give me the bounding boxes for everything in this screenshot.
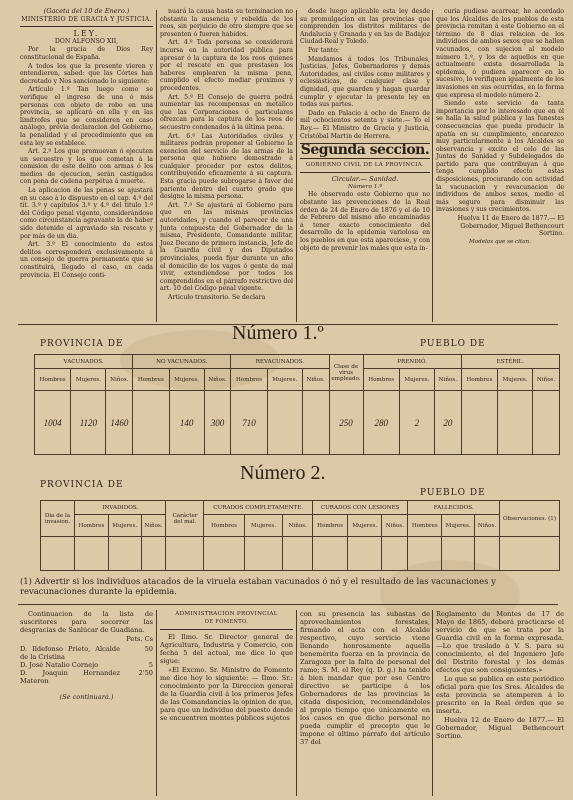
subscriber-name: D. José Natalio Cornejo [20, 661, 99, 669]
model2-number: Número 2. [240, 462, 326, 484]
paragraph: Art. 4.º Toda persona se considerará incursa en la autoridad pública para apresar ó la captura de los reos quienes por el rescate en que prestasen los haberes emplearen la misma pena, cumplido el efecto mediar proximos y procedentes. [160, 39, 293, 92]
cell-value: 20 [434, 391, 461, 455]
group-curados: CURADOS COMPLETAMENTE. [204, 501, 312, 515]
subheader: Hombres [363, 369, 399, 391]
cell-value: 1460 [106, 391, 133, 455]
empty-cell [408, 537, 442, 571]
empty-cell [75, 537, 109, 571]
gobierno-heading: GOBIERNO CIVIL DE LA PROVINCIA. [305, 161, 425, 168]
paragraph: A todos los que la presente vieren y entendieren, sabed: que las Córtes han decretado y Nos sancionado lo siguiente: [20, 62, 153, 85]
paragraph: Por la gracia de Dios Rey constitucional de España. [20, 46, 153, 61]
king-name: DON ALFONSO XII, [54, 37, 119, 45]
subscriber-amount: 50 [144, 645, 153, 653]
subscriber-row [20, 661, 153, 669]
subheader: Hombres [408, 515, 442, 537]
cell-value [302, 391, 329, 455]
divider [20, 26, 153, 27]
group-fallecidos: FALLECIDOS. [408, 501, 500, 515]
ministry-heading: MINISTERIO DE GRACIA Y JUSTICIA. [21, 15, 152, 23]
column-divider [156, 10, 157, 322]
paragraph: Art. 5.º El Consejo de guerra podrá aumentar las recompensas en metálico que las Corporaciones ó particulares ofrezcan para la captura de los reos de secuestro condenados á la última pena. [160, 93, 293, 131]
bottom-column-2 [160, 610, 293, 723]
subheader: Niños. [434, 369, 461, 391]
empty-cell [244, 537, 283, 571]
subheader: Niños. [533, 369, 560, 391]
subheader: Niños. [204, 369, 231, 391]
subheader: Niños. [106, 369, 133, 391]
cell-value: 2 [399, 391, 434, 455]
group-lesiones: CURADOS CON LESIONES [312, 501, 407, 515]
model1-number: Número 1.º [232, 322, 324, 344]
empty-cell [41, 537, 75, 571]
subheader: Niños. [283, 515, 313, 537]
cell-value [461, 391, 497, 455]
subheader: Mujeres. [108, 515, 141, 537]
paragraph: Art. 3.º El conocimiento de estos delitos corresponderá exclusivamente á un consejo de guerra permanente que se constituirá, llegado el caso, en cada provincia. El Consejo conti- [20, 241, 153, 279]
signature: Huelva 11 de Enero de 1877.— El Gobernador, Miguel Bethencourt Sortino. [457, 215, 564, 238]
ley-heading: LEY. [73, 29, 100, 39]
cell-value: 1004 [35, 391, 71, 455]
model1-provincia: PROVINCIA DE [40, 339, 124, 349]
observaciones: Observaciones. (1) [500, 501, 560, 537]
cell-value: 250 [329, 391, 363, 455]
paragraph: «El Excmo. Sr. Ministro de Fomento me dice hoy lo siguiente: — Ilmo. Sr.: conocimiento por la Direccion general de la Guardia civil á los primeros Jefes de las Comandancias la opinion de que, para que un individuo del puesto donde se encuentren montes públicos sujetos [160, 666, 293, 722]
bottom-column-3 [300, 610, 430, 747]
pesetas-header: Pets. Cs [126, 635, 153, 643]
subscriber-row [20, 645, 153, 661]
circular-heading: Circular.— Sanidad. [331, 175, 399, 184]
subheader: Mujeres. [348, 515, 382, 537]
footnote: (1) Advertir si los individuos atacados de la viruela estaban vacunados ó nó y el resultado de las vacunaciones y revacunaciones durante la epidemia. [20, 576, 496, 596]
cell-value [533, 391, 560, 455]
column-divider [156, 610, 157, 796]
subheader: Hombres [35, 369, 71, 391]
empty-cell [442, 537, 475, 571]
bottom-column-4 [436, 610, 564, 741]
column-divider [432, 610, 433, 796]
subheader: Mujeres. [267, 369, 302, 391]
subheader: Mujeres. [498, 369, 533, 391]
empty-cell [348, 537, 382, 571]
dia-invasion: Dia de la invasion. [41, 501, 75, 537]
paragraph: Lo que se publica en este periódico oficial para que los Sres. Alcaldes de esta provincia se atemperen á lo prescrito en la Real órden que se inserta. [436, 675, 564, 715]
cell-value [133, 391, 169, 455]
subheader: Hombres [204, 515, 244, 537]
empty-cell [382, 537, 408, 571]
models-caption: Modelos que se citan. [469, 238, 531, 245]
column-3 [300, 8, 430, 253]
paragraph: Art. 6.º Las Autoridades civiles y militares podrán proponer al Gobierno la exencion del servicio de las armas de la persona que hubiere demostrado á cualquier proceder por estos delitos, contribuyendo eficazmente á su captura. Esta gracia puede subrogarse á favor del pariente dentro del cuarto grado que designe la misma persona. [160, 132, 293, 201]
empty-cell [141, 537, 166, 571]
subscriber-row [20, 669, 153, 685]
model2-provincia: PROVINCIA DE [40, 480, 124, 490]
empty-cell [474, 537, 499, 571]
paragraph: Dado en Palacio á ocho de Enero de mil ochocientos setenta y siete.— Yo el Rey.— El Ministro de Gracia y Justicia, Cristóbal Martin de Herrera. [300, 109, 430, 140]
subscriber-amount: 2'50 [138, 669, 153, 677]
subscriber-name: D. Ildefonso Prieto, Alcalde de la Cristina [20, 645, 120, 661]
model1-table [34, 354, 560, 455]
empty-cell [312, 537, 347, 571]
paragraph: nuará la causa hasta su terminacion no obstante la ausencia y rebeldía de los reos, sin perjuicio de otro siempre que se presenten ó fueren habidos. [160, 8, 293, 38]
cell-value: 280 [363, 391, 399, 455]
footnote-rule [18, 604, 558, 605]
subheader: Hombres [133, 369, 169, 391]
divider [300, 172, 430, 173]
subheader: Hombres [75, 515, 109, 537]
caracter-mal: Carácter del mal. [166, 501, 204, 537]
subheader: Mujeres. [442, 515, 475, 537]
paragraph: Por tanto: [308, 46, 340, 54]
column-4 [436, 8, 564, 246]
paragraph: Siendo este servicio de tanta importancia por lo interesado que en él se halla la salud pública y las funestas consecuencias que pueda producir la apatía en su cumplimiento, encarezco muy particularmente á los Alcaldes se observancia y excito el celo de las Juntas de Sanidad y Subdelegados de partido para que contribuyan á que tenga cumplido efecto estas disposiciones, procurando con actividad la vacunacion y revacunacion de individuos de ambos sexos, medio el más seguro para disminuir las invasiones y sus crecimientos. [436, 100, 564, 214]
subheader: Mujeres. [71, 369, 106, 391]
subheader: Niños. [382, 515, 408, 537]
subheader: Niños. [302, 369, 329, 391]
continued-note: (Se continuará.) [59, 693, 114, 701]
paragraph: Continuacion de la lista de suscritores para socorrer las desgracias de Sanlúcar de Guadiana. [20, 610, 153, 634]
empty-cell [500, 537, 560, 571]
column-divider [432, 10, 433, 322]
subheader: Niños. [141, 515, 166, 537]
paragraph: curia pudiese acarrear, he acordado que los Alcaldes de los pueblos de esta provincia remitan á este Gobierno en el término de 8 dias relacion de los individuos de ambos sexos que se hallen vacunados, con sujecion al modelo número 1.º, y los de aquellos en que actualmente exista desarrollada la epidemia, ó pudiera aparecer en lo sucesivo, lo verifiquen igualmente de los invasiones en sus ocurridas, en la forma que expresa el modelo número 2. [436, 8, 564, 99]
circular-number: Número 1.º [347, 183, 383, 190]
subheader: Niños. [474, 515, 499, 537]
subheader: Hombres [461, 369, 497, 391]
cell-value [267, 391, 302, 455]
model2-pueblo: PUEBLO DE [420, 488, 486, 498]
paragraph: Artículo transitorio. Se declara [168, 293, 266, 301]
column-divider [296, 10, 297, 322]
paragraph: Art. 2.º Los que promuevan ó ejecuten un secuestro y los que cometan á la comision de este delito con armas ó los medios de ejecucion, serán castigados con pena de cadena perpétua á muerte. [20, 148, 153, 186]
subscriber-name: D. Joaquin Hernandez Materon [20, 669, 120, 685]
paragraph: desde luego aplicable esta ley desde su promulgacion en las provincias que comprenden los distritos militares de Andalucía y Granada y en las de Badajoz Ciudad-Real y Toledo. [300, 8, 430, 46]
subheader: Hombres [312, 515, 347, 537]
empty-cell [204, 537, 244, 571]
clase-virus: Clase de virus empleado. [329, 355, 363, 391]
column-divider [296, 610, 297, 796]
paragraph: He observado este Gobierno que no obstante las prevenciones de la Real órden de 24 de Enero de 1876 y el de 10 de Febrero del mismo año encaminadas á tener exacto conocimiento del desarrollo de la epidemia variolosa en los pueblos en que esta apareciese, y con objeto de prevenir los males que esta in- [300, 191, 430, 252]
cell-value: 1120 [71, 391, 106, 455]
group-esteril: ESTÉRIL. [461, 355, 559, 369]
cell-value: 140 [169, 391, 204, 455]
section-title: Segunda seccion. [300, 142, 430, 159]
subheader: Hombres [231, 369, 267, 391]
group-vacunados: VACUNADOS. [35, 355, 133, 369]
column-1 [20, 8, 153, 280]
column-2 [160, 8, 293, 303]
subheader: Mujeres. [169, 369, 204, 391]
empty-cell [283, 537, 313, 571]
paragraph: Art. 7.º Se ajustará al Gobierno para que en las mismas provincias autoridades, y cuando el parecer de una Junta compuesta del Gobernador de la misma, Presidente, Comandante militar, Juez Decano de primera instancia, Jefe de la Guardia civil y dos Diputados provinciales, pueda fijar durante un año el domicilio de los vagos ó gente de mal vivir, extendiéndose por todos los comprendidos en el párrafo restrictivo del art. 10 del Código penal vigente. [160, 201, 293, 293]
group-invadidos: INVADIDOS. [75, 501, 166, 515]
paragraph: Mandamos á todos los Tribunales, Justicias, Jefes, Gobernadores y demás Autoridades, así civiles como militares y eclesiásticas, de cualquier clase y dignidad, que guarden y hagan guardar cumplir y ejecutar la presente ley en todas sus partes. [300, 55, 430, 109]
model2-table [40, 500, 560, 571]
subscriber-amount: 5 [148, 661, 153, 669]
gazette-date: (Gaceta del 10 de Enero.) [43, 7, 130, 15]
group-no-vacunados: NO VACUNADOS. [133, 355, 231, 369]
paragraph: con su presencia las subastas de aprovechamientos forestales, firmando el acta con el Alcalde respectivo, cuyo servicio viene llenando honrosamente aquella benemérita fuerza en la provincia de Zaragoza por la falta de personal del ramo; S. M. el Rey (q. D. g.) ha tenido á bien mandar que por ese Centro directivo se participe á los Gobernadores de las provincias la citada disposicion, recomendándoles al propio tiempo que únicamente en los casos en que dicho personal no pueda cumplir el precepto que le impone el último párrafo del artículo 37 del [300, 610, 430, 746]
group-revacunados: REVACUNADOS. [231, 355, 329, 369]
paragraph: Reglamento de Montes de 17 de Mayo de 1865, deberá practicarse el servicio de que se trata por la Guardia civil en la forma expresada. —Lo que traslado á V. S. para su conocimiento, el del Ingeniero Jefe del Distrito forestal y los demás efectos que son consiguientes.» [436, 610, 564, 674]
subheader: Mujeres. [399, 369, 434, 391]
subheader: Mujeres. [244, 515, 283, 537]
empty-cell [166, 537, 204, 571]
cell-value: 300 [204, 391, 231, 455]
signature: Huelva 12 de Enero de 1877.— El Gobernador, Miguel Bethencourt Sortino. [436, 716, 564, 740]
model1-pueblo: PUEBLO DE [420, 339, 486, 349]
group-prendio: PRENDIÓ. [363, 355, 461, 369]
divider [160, 629, 293, 630]
paragraph: Artículo 1.º Tan luego como se verifique el ingreso de una ó más personas con objeto de robo en una provincia, se aplicará en ella y en las limítrofes que se consideren en caso análogo, prévia declaracion del Gobierno, la penalidad y el procedimiento que en esta ley se establece. [20, 86, 153, 147]
bottom-column-1 [20, 610, 153, 701]
paragraph: La aplicacion de las penas se ajustará en su caso á lo dispuesto en el cap. 4.º del tít. 3.º y capítulos 3.º y 4.º del titulo 1.º del Código penal vigente, considerándose como circunstancia agravante la de haber sido detenido el agraviado sin rescate y por más de un dia. [20, 187, 153, 240]
admin-heading: ADMINISTRACION PROVINCIAL [175, 611, 278, 617]
empty-cell [108, 537, 141, 571]
cell-value [498, 391, 533, 455]
cell-value: 710 [231, 391, 267, 455]
admin-subheading: DE FOMENTO. [204, 619, 249, 625]
paragraph: El Ilmo. Sr. Director general de Agricultura, Industria y Comercio, con fecha 5 del actual, me dice lo que sigue: [160, 633, 293, 665]
